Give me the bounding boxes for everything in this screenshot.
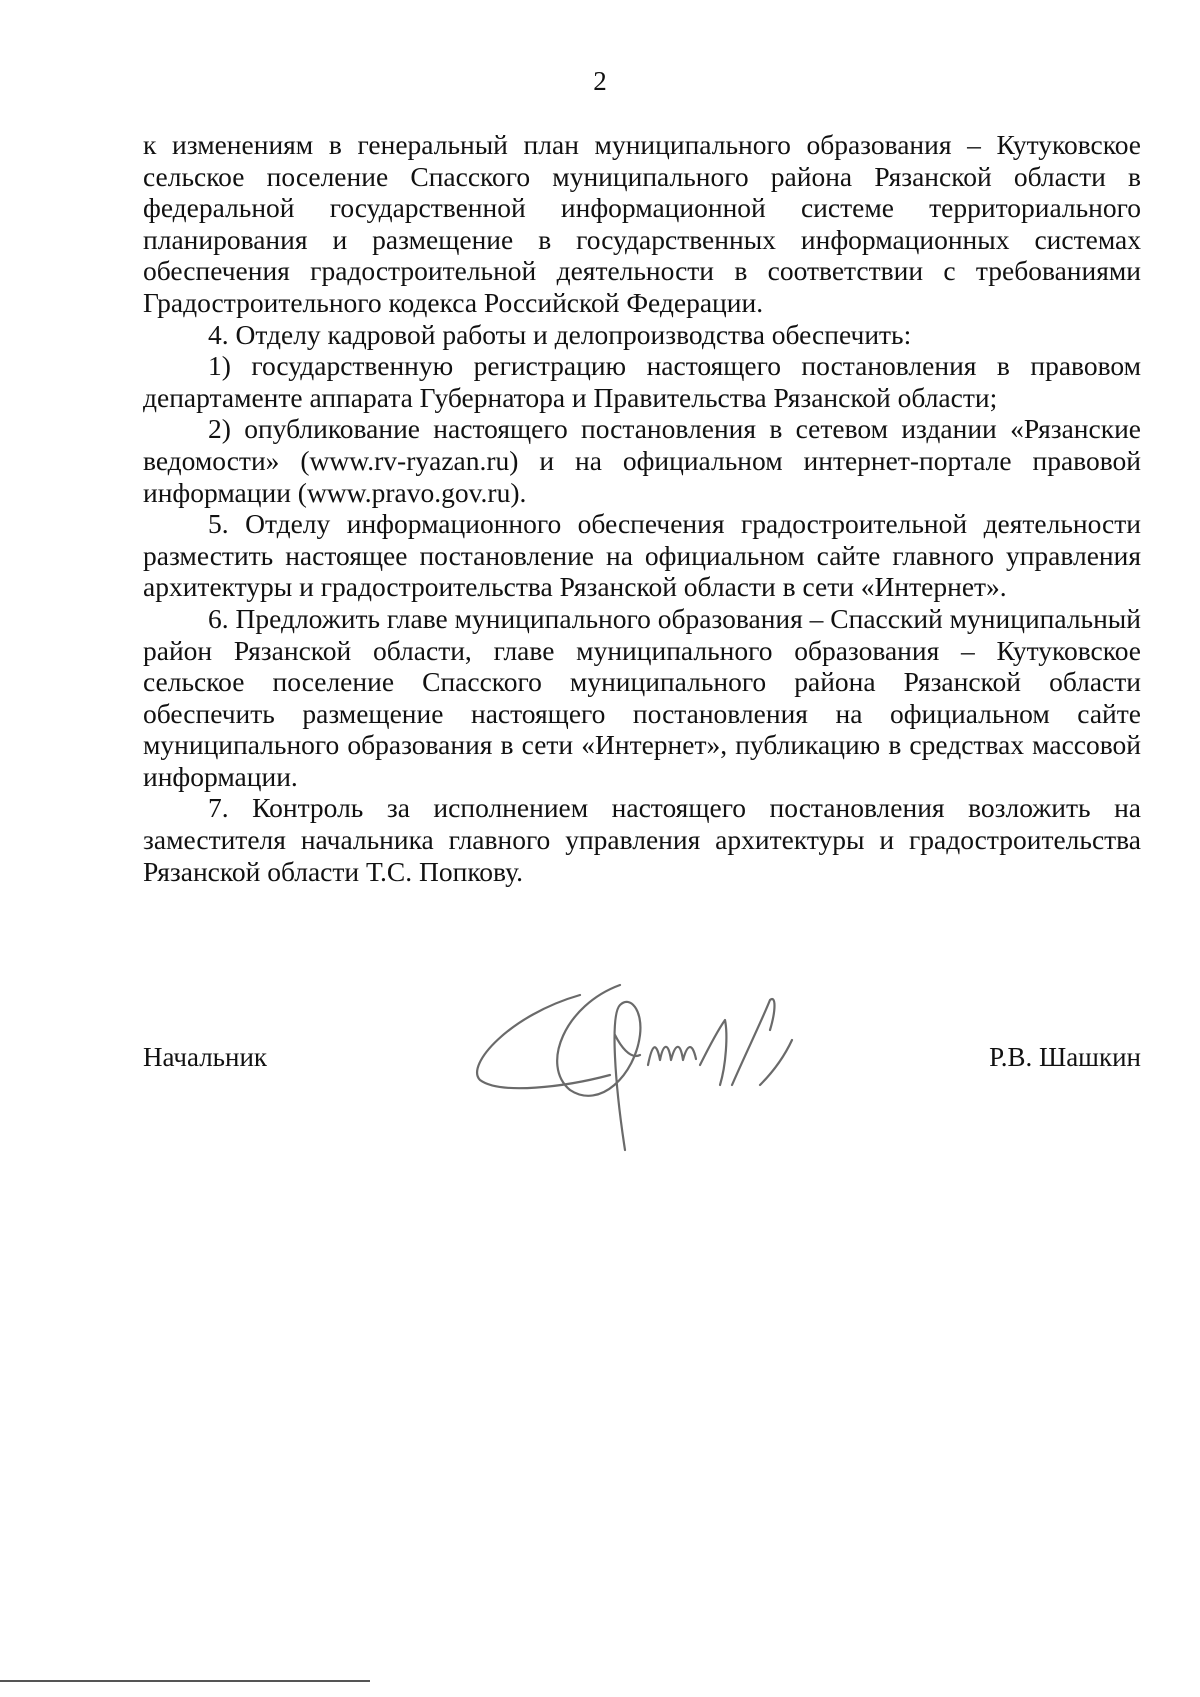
- paragraph-item-4: 4. Отделу кадровой работы и делопроизводства обеспечить:: [208, 318, 912, 350]
- document-body: [143, 129, 1141, 887]
- paragraph-item-4-2: 2) опубликование настоящего постановления в сетевом издании «Рязанские ведомости» (www.rv-ryazan.ru) и на официальном интернет-портале правовой информации (www.pravo.gov.ru).: [143, 413, 1141, 508]
- signature-block: [143, 1042, 1141, 1082]
- paragraph-item-7: 7. Контроль за исполнением настоящего постановления возложить на заместителя начальника главного управления архитектуры и градостроительства Рязанской области Т.С. Попкову.: [143, 792, 1141, 887]
- footer-rule: [0, 1680, 370, 1682]
- signer-name: Р.В. Шашкин: [989, 1042, 1141, 1072]
- paragraph-item-6: 6. Предложить главе муниципального образования – Спасский муниципальный район Рязанской области, главе муниципального образования – Кутуковское сельское поселение Спасского муниципального района Рязанской области обеспечить размещение настоящего постановления на официальном сайте муниципального образования в сети «Интернет», публикацию в средствах массовой информации.: [143, 602, 1141, 792]
- page-number: 2: [593, 66, 607, 96]
- paragraph-item-5: 5. Отделу информационного обеспечения градостроительной деятельности разместить настоящее постановление на официальном сайте главного управления архитектуры и градостроительства Рязанской области в сети «Интернет».: [143, 508, 1141, 603]
- paragraph-item-4-1: 1) государственную регистрацию настоящего постановления в правовом департаменте аппарата Губернатора и Правительства Рязанской области;: [143, 350, 1141, 413]
- signer-title: Начальник: [143, 1042, 268, 1072]
- paragraph-continuation: к изменениям в генеральный план муниципального образования – Кутуковское сельское поселение Спасского муниципального района Рязанской области в федеральной государственной информационной системе территориального планирования и размещение в государственных информационных системах обеспечения градостроительной деятельности в соответствии с требованиями Градостроительного кодекса Российской Федерации.: [143, 129, 1141, 318]
